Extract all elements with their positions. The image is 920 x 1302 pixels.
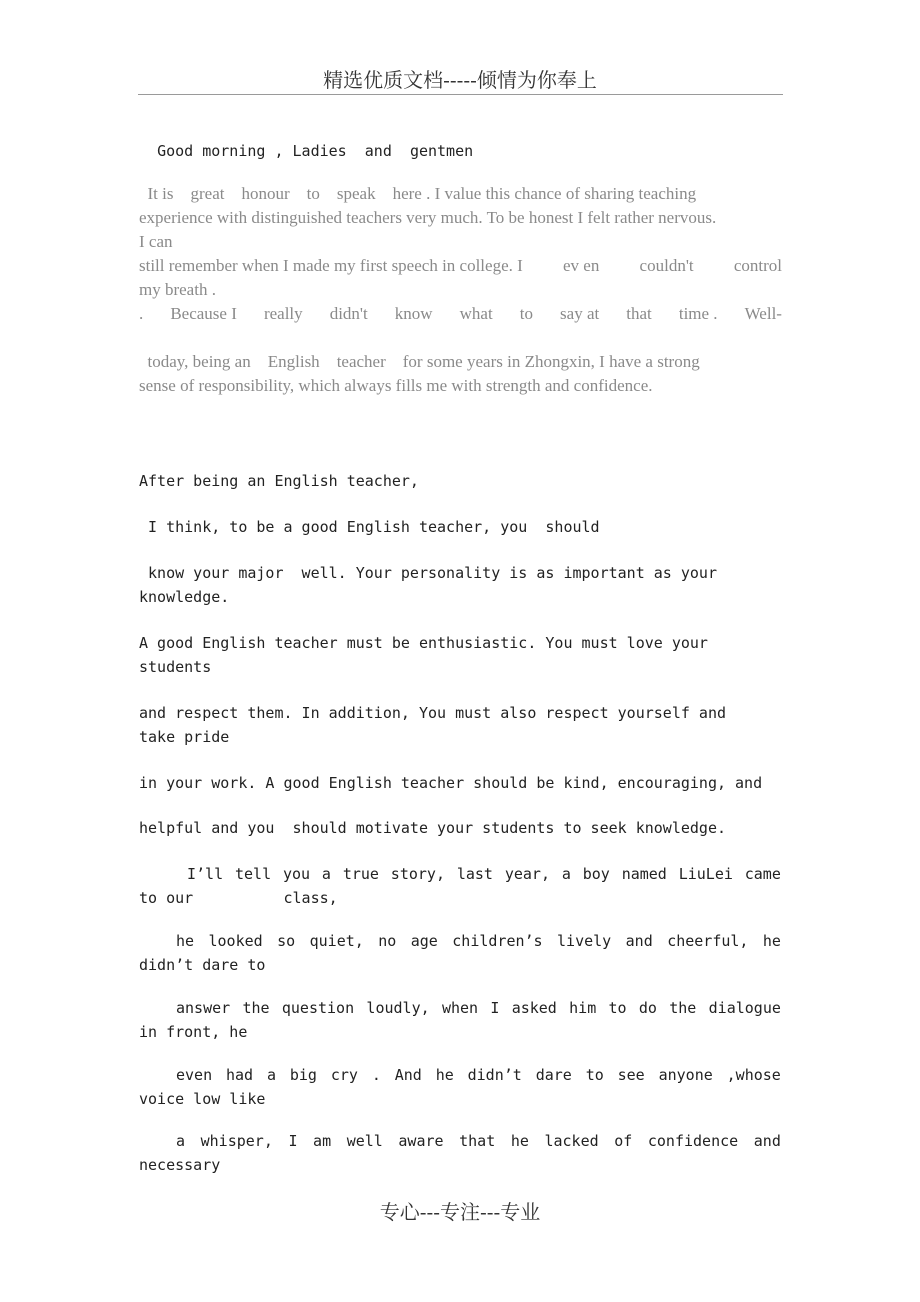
body-word: big bbox=[289, 1066, 317, 1084]
body-word: a bbox=[321, 865, 331, 883]
body-word: the bbox=[669, 999, 697, 1017]
intro-word: to bbox=[306, 184, 320, 203]
greeting-word: , bbox=[274, 142, 284, 160]
body-line: take pride bbox=[139, 728, 230, 746]
body-word: . bbox=[371, 1066, 381, 1084]
intro-line bbox=[139, 158, 696, 206]
body-word: a bbox=[266, 1066, 276, 1084]
body-line: necessary bbox=[139, 1156, 221, 1174]
body-word: even bbox=[176, 1066, 213, 1084]
intro-word: here . I value this chance of sharing teaching bbox=[392, 184, 697, 203]
intro-word: today, being an bbox=[147, 352, 251, 371]
intro-word: say at bbox=[560, 304, 600, 323]
intro-word: couldn't bbox=[639, 256, 694, 275]
body-word: the bbox=[242, 999, 270, 1017]
body-word: whisper, bbox=[200, 1132, 273, 1150]
intro-word: know bbox=[394, 304, 433, 323]
greeting-word: gentmen bbox=[409, 142, 474, 160]
greeting-word: Good bbox=[157, 142, 194, 160]
intro-word: Because I bbox=[170, 304, 237, 323]
body-word: looked bbox=[208, 932, 263, 950]
body-line: helpful and you should motivate your students to seek knowledge. bbox=[139, 819, 726, 837]
intro-word: ev en bbox=[563, 256, 600, 275]
intro-word: great bbox=[190, 184, 225, 203]
body-line bbox=[176, 1129, 781, 1153]
body-word: lively bbox=[557, 932, 612, 950]
body-word: a bbox=[176, 1132, 186, 1150]
body-line bbox=[176, 929, 781, 953]
body-word: do bbox=[638, 999, 657, 1017]
body-word: didn’t bbox=[467, 1066, 522, 1084]
body-word: had bbox=[226, 1066, 254, 1084]
greeting-word: Ladies bbox=[292, 142, 347, 160]
body-word: he bbox=[510, 1132, 529, 1150]
intro-line: my breath . bbox=[139, 280, 216, 299]
intro-word: . bbox=[139, 304, 144, 323]
body-line: didn’t dare to bbox=[139, 956, 266, 974]
body-word: lacked bbox=[544, 1132, 599, 1150]
page-header: 精选优质文档-----倾情为你奉上 bbox=[323, 68, 597, 92]
intro-word: to bbox=[519, 304, 533, 323]
body-word: year, bbox=[504, 865, 550, 883]
body-word: last bbox=[456, 865, 493, 883]
body-word: question bbox=[281, 999, 355, 1017]
intro-word: that bbox=[626, 304, 652, 323]
body-word: when bbox=[441, 999, 479, 1017]
intro-line: sense of responsibility, which always fills me with strength and confidence. bbox=[139, 376, 653, 395]
intro-word: time . bbox=[678, 304, 718, 323]
body-word: loudly, bbox=[366, 999, 430, 1017]
body-line: voice low like bbox=[139, 1090, 266, 1108]
body-word: confidence bbox=[647, 1132, 739, 1150]
body-line: After being an English teacher, bbox=[139, 472, 419, 490]
body-word: I bbox=[288, 1132, 298, 1150]
body-line: in front, he bbox=[139, 1023, 248, 1041]
body-word: asked bbox=[511, 999, 557, 1017]
body-word: of bbox=[614, 1132, 633, 1150]
body-line: A good English teacher must be enthusiastic. You must love your bbox=[139, 634, 708, 652]
body-word: well bbox=[346, 1132, 383, 1150]
body-word: to bbox=[585, 1066, 604, 1084]
body-word: anyone bbox=[658, 1066, 713, 1084]
body-word: and bbox=[625, 932, 653, 950]
body-line: students bbox=[139, 658, 212, 676]
body-word: story, bbox=[390, 865, 445, 883]
body-line: I think, to be a good English teacher, you should bbox=[139, 518, 600, 536]
body-word: he bbox=[762, 932, 781, 950]
body-word: so bbox=[277, 932, 296, 950]
body-word: you bbox=[282, 865, 311, 883]
body-word: came bbox=[744, 865, 781, 883]
body-line bbox=[176, 1063, 781, 1087]
body-word: and bbox=[753, 1132, 781, 1150]
body-line: know your major well. Your personality is as important as your bbox=[139, 564, 717, 582]
body-word: true bbox=[342, 865, 379, 883]
body-line: and respect them. In addition, You must also respect yourself and bbox=[139, 704, 726, 722]
body-word: no bbox=[378, 932, 397, 950]
intro-word: It is bbox=[147, 184, 174, 203]
intro-word: Well- bbox=[744, 304, 782, 323]
header-rule bbox=[138, 94, 783, 95]
intro-word: really bbox=[263, 304, 303, 323]
intro-word: control bbox=[733, 256, 782, 275]
body-line bbox=[176, 996, 781, 1020]
body-word: aware bbox=[398, 1132, 444, 1150]
intro-line: experience with distinguished teachers very much. To be honest I felt rather nervous. bbox=[139, 208, 717, 227]
body-word: I bbox=[490, 999, 500, 1017]
body-word: cheerful, bbox=[667, 932, 749, 950]
body-word: a bbox=[561, 865, 571, 883]
intro-word: still remember when I made my first speech in college. I bbox=[139, 256, 523, 275]
body-word: he bbox=[176, 932, 195, 950]
body-line bbox=[187, 862, 781, 886]
intro-word: what bbox=[459, 304, 493, 323]
body-word: dare bbox=[535, 1066, 572, 1084]
greeting-line bbox=[139, 115, 473, 163]
intro-line bbox=[139, 254, 782, 278]
body-word: quiet, bbox=[309, 932, 364, 950]
body-word: ,whose bbox=[726, 1066, 781, 1084]
intro-line bbox=[139, 302, 782, 326]
body-word: I’ll bbox=[187, 865, 224, 883]
body-word: tell bbox=[234, 865, 272, 883]
body-word: children’s bbox=[452, 932, 543, 950]
body-word: named bbox=[621, 865, 667, 883]
body-line: in your work. A good English teacher should be kind, encouraging, and bbox=[139, 774, 763, 792]
body-word: dialogue bbox=[708, 999, 781, 1017]
page-footer: 专心---专注---专业 bbox=[379, 1200, 541, 1224]
body-word: answer bbox=[176, 999, 231, 1017]
intro-word: honour bbox=[241, 184, 290, 203]
body-word: age bbox=[410, 932, 438, 950]
body-word: cry bbox=[330, 1066, 358, 1084]
body-word: see bbox=[617, 1066, 645, 1084]
intro-word: English bbox=[267, 352, 320, 371]
intro-line bbox=[139, 326, 700, 374]
intro-word: teacher bbox=[336, 352, 386, 371]
body-word: he bbox=[435, 1066, 454, 1084]
body-line: to our class, bbox=[139, 889, 338, 907]
greeting-word: morning bbox=[202, 142, 266, 160]
body-word: LiuLei bbox=[678, 865, 733, 883]
intro-word: for some years in Zhongxin, I have a strong bbox=[402, 352, 700, 371]
body-word: And bbox=[394, 1066, 422, 1084]
intro-line: I can bbox=[139, 232, 173, 251]
body-line: knowledge. bbox=[139, 588, 230, 606]
body-word: boy bbox=[582, 865, 610, 883]
body-word: am bbox=[313, 1132, 332, 1150]
body-word: him bbox=[569, 999, 597, 1017]
intro-word: didn't bbox=[329, 304, 368, 323]
body-word: that bbox=[459, 1132, 496, 1150]
intro-word: speak bbox=[336, 184, 376, 203]
body-word: to bbox=[608, 999, 627, 1017]
greeting-word: and bbox=[364, 142, 392, 160]
